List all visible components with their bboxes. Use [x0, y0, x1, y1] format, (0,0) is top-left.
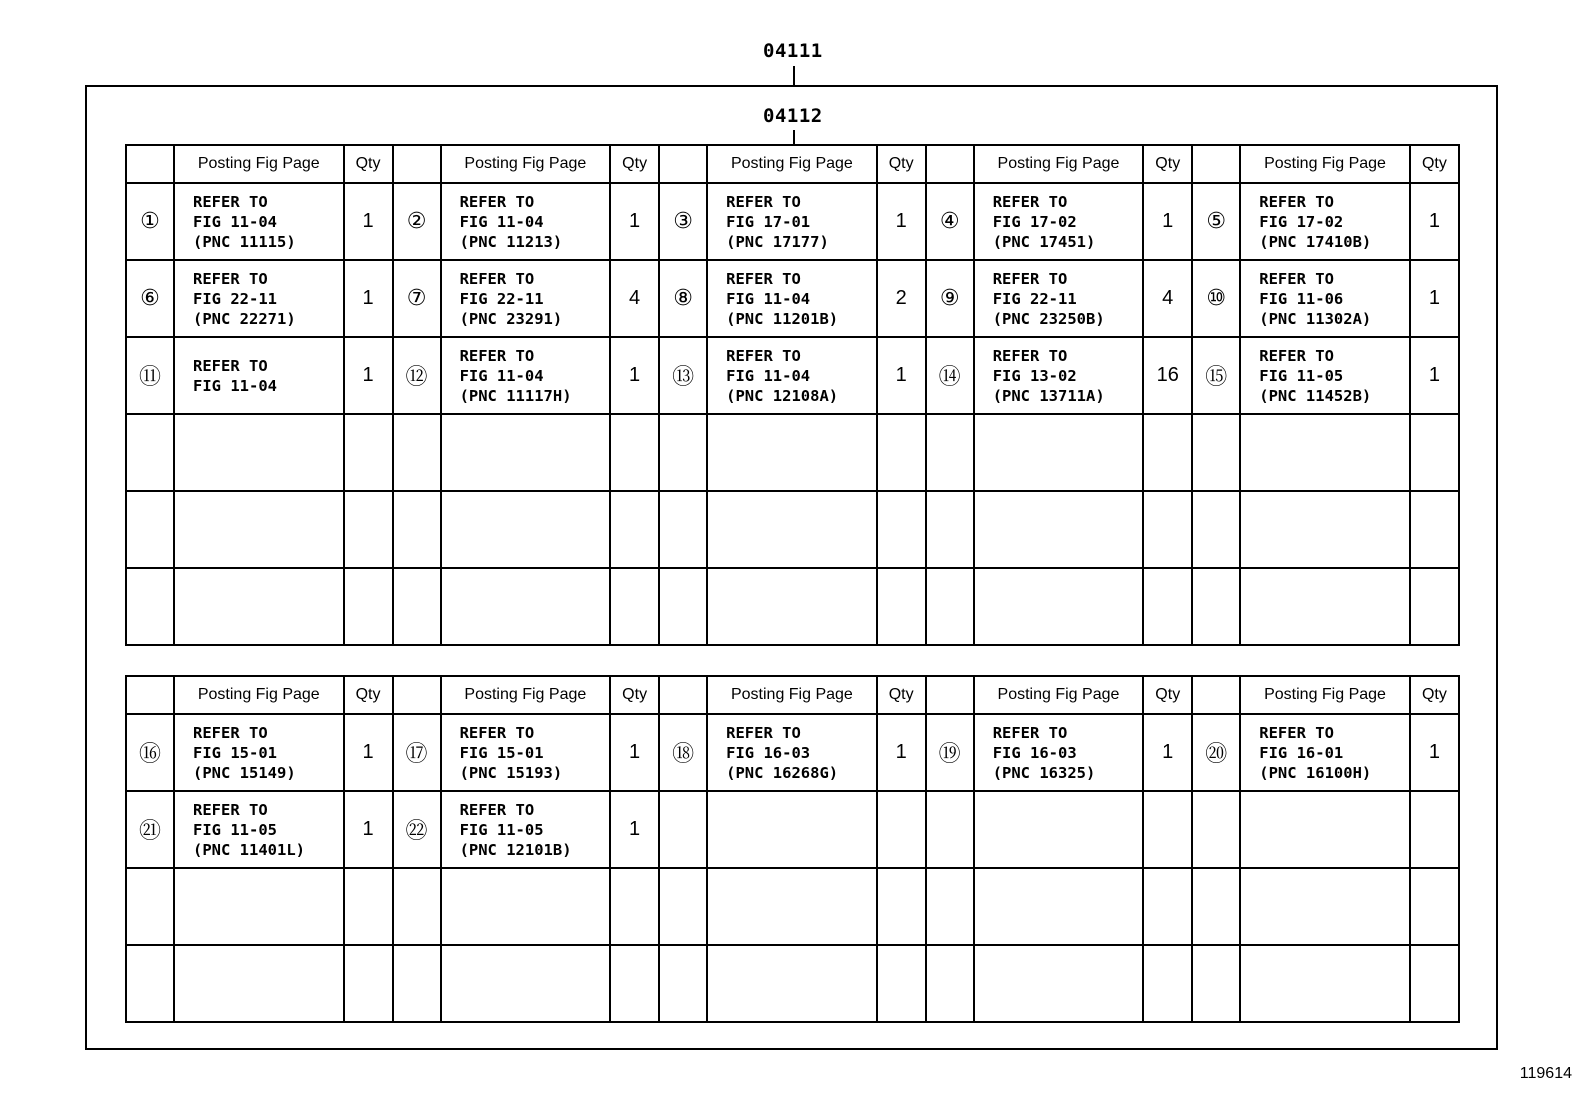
empty-cell: [926, 868, 974, 945]
item-qty: 1: [344, 260, 393, 337]
posting-reference: [441, 714, 611, 791]
item-qty: 1: [877, 714, 926, 791]
reference-line: FIG 15-01: [193, 743, 277, 762]
reference-table-1: [125, 144, 1460, 646]
header-qty: Qty: [344, 676, 393, 714]
empty-cell: [974, 945, 1144, 1022]
item-qty: 1: [1410, 714, 1459, 791]
empty-cell: [974, 414, 1144, 491]
empty-cell: [610, 945, 659, 1022]
empty-cell: [974, 868, 1144, 945]
empty-cell: [659, 945, 707, 1022]
reference-line: (PNC 16268G): [726, 763, 839, 782]
item-qty: 1: [610, 337, 659, 414]
item-qty: 1: [1410, 183, 1459, 260]
header-index-cell: [659, 676, 707, 714]
header-posting-fig-page: Posting Fig Page: [174, 145, 344, 183]
empty-cell: [126, 414, 174, 491]
reference-line: REFER TO: [1259, 192, 1334, 211]
item-qty: 1: [1410, 337, 1459, 414]
reference-line: (PNC 16325): [992, 763, 1096, 782]
header-row: [126, 145, 1459, 183]
item-number: ⑫: [393, 337, 441, 414]
reference-line: (PNC 16100H): [1259, 763, 1372, 782]
reference-line: REFER TO: [459, 192, 535, 211]
header-row: [126, 676, 1459, 714]
header-posting-fig-page: Posting Fig Page: [974, 145, 1144, 183]
posting-reference: [1240, 337, 1410, 414]
header-qty: Qty: [610, 676, 659, 714]
empty-cell: [174, 568, 344, 645]
item-number: ⑧: [659, 260, 707, 337]
posting-reference: [1240, 791, 1410, 868]
item-qty: [1410, 791, 1459, 868]
empty-cell: [126, 568, 174, 645]
item-qty: 1: [610, 183, 659, 260]
reference-line: (PNC 13711A): [992, 386, 1105, 405]
item-number: [926, 791, 974, 868]
posting-reference: [1240, 714, 1410, 791]
empty-cell: [441, 414, 611, 491]
reference-line: FIG 11-04: [459, 212, 544, 231]
empty-row: [126, 568, 1459, 645]
empty-cell: [393, 868, 441, 945]
header-posting-fig-page: Posting Fig Page: [974, 676, 1144, 714]
header-qty: Qty: [1410, 145, 1459, 183]
item-qty: 1: [877, 183, 926, 260]
reference-line: REFER TO: [1259, 269, 1334, 288]
empty-cell: [1240, 414, 1410, 491]
item-qty: 2: [877, 260, 926, 337]
table-row: [126, 714, 1459, 791]
posting-reference: [974, 260, 1144, 337]
empty-cell: [707, 414, 877, 491]
posting-reference: [707, 260, 877, 337]
reference-line: (PNC 15193): [459, 763, 563, 782]
reference-line: FIG 11-04: [459, 366, 544, 385]
header-qty: Qty: [877, 676, 926, 714]
empty-cell: [877, 491, 926, 568]
header-posting-fig-page: Posting Fig Page: [174, 676, 344, 714]
header-index-cell: [659, 145, 707, 183]
posting-reference: [707, 714, 877, 791]
posting-reference: [974, 791, 1144, 868]
table-row: [126, 791, 1459, 868]
empty-cell: [926, 491, 974, 568]
empty-cell: [1192, 414, 1240, 491]
item-qty: 1: [344, 337, 393, 414]
reference-line: FIG 15-01: [459, 743, 544, 762]
posting-reference: [1240, 260, 1410, 337]
header-posting-fig-page: Posting Fig Page: [441, 676, 611, 714]
item-qty: 1: [344, 791, 393, 868]
empty-cell: [707, 945, 877, 1022]
empty-cell: [707, 568, 877, 645]
empty-cell: [610, 568, 659, 645]
item-qty: 1: [1410, 260, 1459, 337]
reference-line: (PNC 11401L): [193, 840, 305, 859]
empty-cell: [659, 868, 707, 945]
empty-cell: [659, 568, 707, 645]
item-number: ⑱: [659, 714, 707, 791]
empty-cell: [974, 491, 1144, 568]
empty-cell: [1240, 868, 1410, 945]
reference-line: REFER TO: [1259, 346, 1334, 365]
item-qty: 1: [344, 714, 393, 791]
empty-cell: [126, 868, 174, 945]
item-qty: 1: [877, 337, 926, 414]
empty-cell: [877, 868, 926, 945]
empty-cell: [659, 414, 707, 491]
item-number: ③: [659, 183, 707, 260]
header-qty: Qty: [1410, 676, 1459, 714]
item-number: ⑪: [126, 337, 174, 414]
posting-reference: [174, 337, 344, 414]
reference-line: REFER TO: [992, 723, 1068, 742]
item-number: ⑰: [393, 714, 441, 791]
posting-reference: [174, 260, 344, 337]
callout-04111: 04111: [763, 40, 823, 62]
header-posting-fig-page: Posting Fig Page: [441, 145, 611, 183]
reference-line: REFER TO: [726, 192, 801, 211]
reference-line: REFER TO: [459, 346, 535, 365]
empty-cell: [974, 568, 1144, 645]
reference-line: FIG 22-11: [992, 289, 1077, 308]
reference-line: REFER TO: [193, 269, 268, 288]
empty-cell: [926, 945, 974, 1022]
reference-line: FIG 16-01: [1259, 743, 1344, 762]
item-qty: 1: [610, 714, 659, 791]
item-qty: 4: [610, 260, 659, 337]
reference-line: (PNC 15149): [193, 763, 296, 782]
reference-line: (PNC 22271): [193, 309, 296, 328]
empty-cell: [174, 868, 344, 945]
reference-line: REFER TO: [193, 192, 268, 211]
reference-line: REFER TO: [193, 800, 268, 819]
reference-line: FIG 16-03: [992, 743, 1077, 762]
empty-cell: [1192, 868, 1240, 945]
posting-reference: [974, 714, 1144, 791]
item-number: ⑩: [1192, 260, 1240, 337]
empty-cell: [1240, 491, 1410, 568]
item-number: ⑬: [659, 337, 707, 414]
reference-line: FIG 11-06: [1259, 289, 1344, 308]
reference-line: (PNC 11452B): [1259, 386, 1372, 405]
empty-cell: [877, 945, 926, 1022]
reference-line: (PNC 17410B): [1259, 232, 1372, 251]
empty-row: [126, 491, 1459, 568]
reference-line: FIG 22-11: [193, 289, 277, 308]
header-index-cell: [126, 145, 174, 183]
empty-row: [126, 868, 1459, 945]
posting-reference: [974, 183, 1144, 260]
header-index-cell: [1192, 676, 1240, 714]
reference-line: FIG 17-02: [1259, 212, 1344, 231]
reference-line: (PNC 17451): [992, 232, 1096, 251]
posting-reference: [707, 183, 877, 260]
empty-cell: [1143, 491, 1192, 568]
reference-line: REFER TO: [992, 346, 1068, 365]
empty-cell: [174, 491, 344, 568]
header-qty: Qty: [1143, 676, 1192, 714]
reference-line: FIG 11-04: [193, 212, 277, 231]
empty-cell: [1410, 568, 1459, 645]
reference-line: (PNC 23250B): [992, 309, 1105, 328]
empty-cell: [174, 945, 344, 1022]
item-number: ⑲: [926, 714, 974, 791]
table-row: [126, 260, 1459, 337]
reference-line: FIG 16-03: [726, 743, 811, 762]
header-index-cell: [393, 676, 441, 714]
reference-line: REFER TO: [1259, 723, 1334, 742]
table-row: [126, 183, 1459, 260]
reference-line: FIG 11-05: [1259, 366, 1344, 385]
callout-04111-leader: [793, 66, 795, 85]
reference-line: (PNC 11115): [193, 232, 296, 251]
item-number: ⑨: [926, 260, 974, 337]
empty-cell: [174, 414, 344, 491]
empty-cell: [1143, 945, 1192, 1022]
empty-cell: [926, 414, 974, 491]
posting-reference: [707, 791, 877, 868]
reference-line: (PNC 11302A): [1259, 309, 1372, 328]
posting-reference: [1240, 183, 1410, 260]
reference-line: REFER TO: [193, 356, 268, 375]
callout-04112-leader: [793, 130, 795, 144]
header-index-cell: [1192, 145, 1240, 183]
header-qty: Qty: [344, 145, 393, 183]
empty-cell: [441, 491, 611, 568]
reference-line: FIG 11-04: [193, 376, 277, 395]
empty-cell: [1410, 491, 1459, 568]
empty-cell: [126, 491, 174, 568]
reference-line: REFER TO: [992, 192, 1068, 211]
item-qty: 1: [1143, 183, 1192, 260]
empty-cell: [441, 568, 611, 645]
reference-line: FIG 11-04: [726, 366, 811, 385]
empty-row: [126, 414, 1459, 491]
reference-line: REFER TO: [459, 800, 535, 819]
item-qty: 16: [1143, 337, 1192, 414]
empty-cell: [1240, 945, 1410, 1022]
reference-line: FIG 11-05: [459, 820, 544, 839]
item-number: ②: [393, 183, 441, 260]
empty-cell: [1143, 568, 1192, 645]
empty-cell: [126, 945, 174, 1022]
posting-reference: [441, 183, 611, 260]
empty-cell: [877, 414, 926, 491]
empty-cell: [393, 491, 441, 568]
posting-reference: [707, 337, 877, 414]
header-posting-fig-page: Posting Fig Page: [1240, 145, 1410, 183]
empty-cell: [1143, 414, 1192, 491]
table-row: [126, 337, 1459, 414]
item-number: [1192, 791, 1240, 868]
empty-cell: [1192, 568, 1240, 645]
item-number: ⑯: [126, 714, 174, 791]
empty-cell: [344, 945, 393, 1022]
empty-cell: [1192, 491, 1240, 568]
reference-line: REFER TO: [193, 723, 268, 742]
item-number: ⑦: [393, 260, 441, 337]
reference-line: REFER TO: [459, 723, 535, 742]
reference-line: (PNC 23291): [459, 309, 563, 328]
reference-line: FIG 17-02: [992, 212, 1077, 231]
reference-line: FIG 13-02: [992, 366, 1077, 385]
empty-cell: [610, 414, 659, 491]
empty-cell: [659, 491, 707, 568]
item-qty: [877, 791, 926, 868]
posting-reference: [174, 714, 344, 791]
reference-line: FIG 11-04: [726, 289, 811, 308]
empty-cell: [1143, 868, 1192, 945]
reference-line: FIG 11-05: [193, 820, 277, 839]
reference-line: REFER TO: [726, 723, 801, 742]
item-qty: [1143, 791, 1192, 868]
header-index-cell: [126, 676, 174, 714]
reference-line: FIG 22-11: [459, 289, 544, 308]
item-number: ⑭: [926, 337, 974, 414]
item-number: ㉑: [126, 791, 174, 868]
posting-reference: [974, 337, 1144, 414]
empty-cell: [1410, 945, 1459, 1022]
empty-cell: [1410, 414, 1459, 491]
empty-cell: [707, 491, 877, 568]
empty-cell: [393, 568, 441, 645]
item-number: ①: [126, 183, 174, 260]
empty-cell: [1240, 568, 1410, 645]
header-qty: Qty: [877, 145, 926, 183]
empty-cell: [441, 868, 611, 945]
empty-cell: [344, 414, 393, 491]
header-posting-fig-page: Posting Fig Page: [1240, 676, 1410, 714]
item-number: ⑥: [126, 260, 174, 337]
posting-reference: [174, 183, 344, 260]
empty-cell: [393, 414, 441, 491]
item-qty: 1: [344, 183, 393, 260]
header-qty: Qty: [1143, 145, 1192, 183]
posting-reference: [441, 791, 611, 868]
reference-line: REFER TO: [459, 269, 535, 288]
empty-cell: [393, 945, 441, 1022]
header-index-cell: [926, 145, 974, 183]
item-number: ⑮: [1192, 337, 1240, 414]
empty-cell: [1410, 868, 1459, 945]
item-number: ⑳: [1192, 714, 1240, 791]
header-qty: Qty: [610, 145, 659, 183]
empty-cell: [344, 868, 393, 945]
empty-cell: [344, 491, 393, 568]
header-index-cell: [926, 676, 974, 714]
item-qty: 1: [610, 791, 659, 868]
empty-cell: [707, 868, 877, 945]
posting-reference: [441, 260, 611, 337]
empty-row: [126, 945, 1459, 1022]
reference-line: REFER TO: [726, 346, 801, 365]
reference-line: (PNC 12108A): [726, 386, 839, 405]
empty-cell: [344, 568, 393, 645]
reference-line: (PNC 17177): [726, 232, 829, 251]
header-posting-fig-page: Posting Fig Page: [707, 145, 877, 183]
reference-line: REFER TO: [992, 269, 1068, 288]
header-index-cell: [393, 145, 441, 183]
reference-line: (PNC 12101B): [459, 840, 572, 859]
item-qty: 4: [1143, 260, 1192, 337]
item-number: ⑤: [1192, 183, 1240, 260]
posting-reference: [441, 337, 611, 414]
reference-table-2: [125, 675, 1460, 1023]
empty-cell: [926, 568, 974, 645]
header-posting-fig-page: Posting Fig Page: [707, 676, 877, 714]
empty-cell: [877, 568, 926, 645]
reference-line: (PNC 11201B): [726, 309, 839, 328]
item-number: ④: [926, 183, 974, 260]
drawing-code: 119614: [1519, 1065, 1572, 1082]
empty-cell: [610, 868, 659, 945]
posting-reference: [174, 791, 344, 868]
reference-line: (PNC 11117H): [459, 386, 572, 405]
item-number: [659, 791, 707, 868]
item-qty: 1: [1143, 714, 1192, 791]
empty-cell: [1192, 945, 1240, 1022]
empty-cell: [610, 491, 659, 568]
empty-cell: [441, 945, 611, 1022]
reference-line: REFER TO: [726, 269, 801, 288]
reference-line: FIG 17-01: [726, 212, 811, 231]
item-number: ㉒: [393, 791, 441, 868]
reference-line: (PNC 11213): [459, 232, 563, 251]
callout-04112: 04112: [763, 105, 823, 127]
